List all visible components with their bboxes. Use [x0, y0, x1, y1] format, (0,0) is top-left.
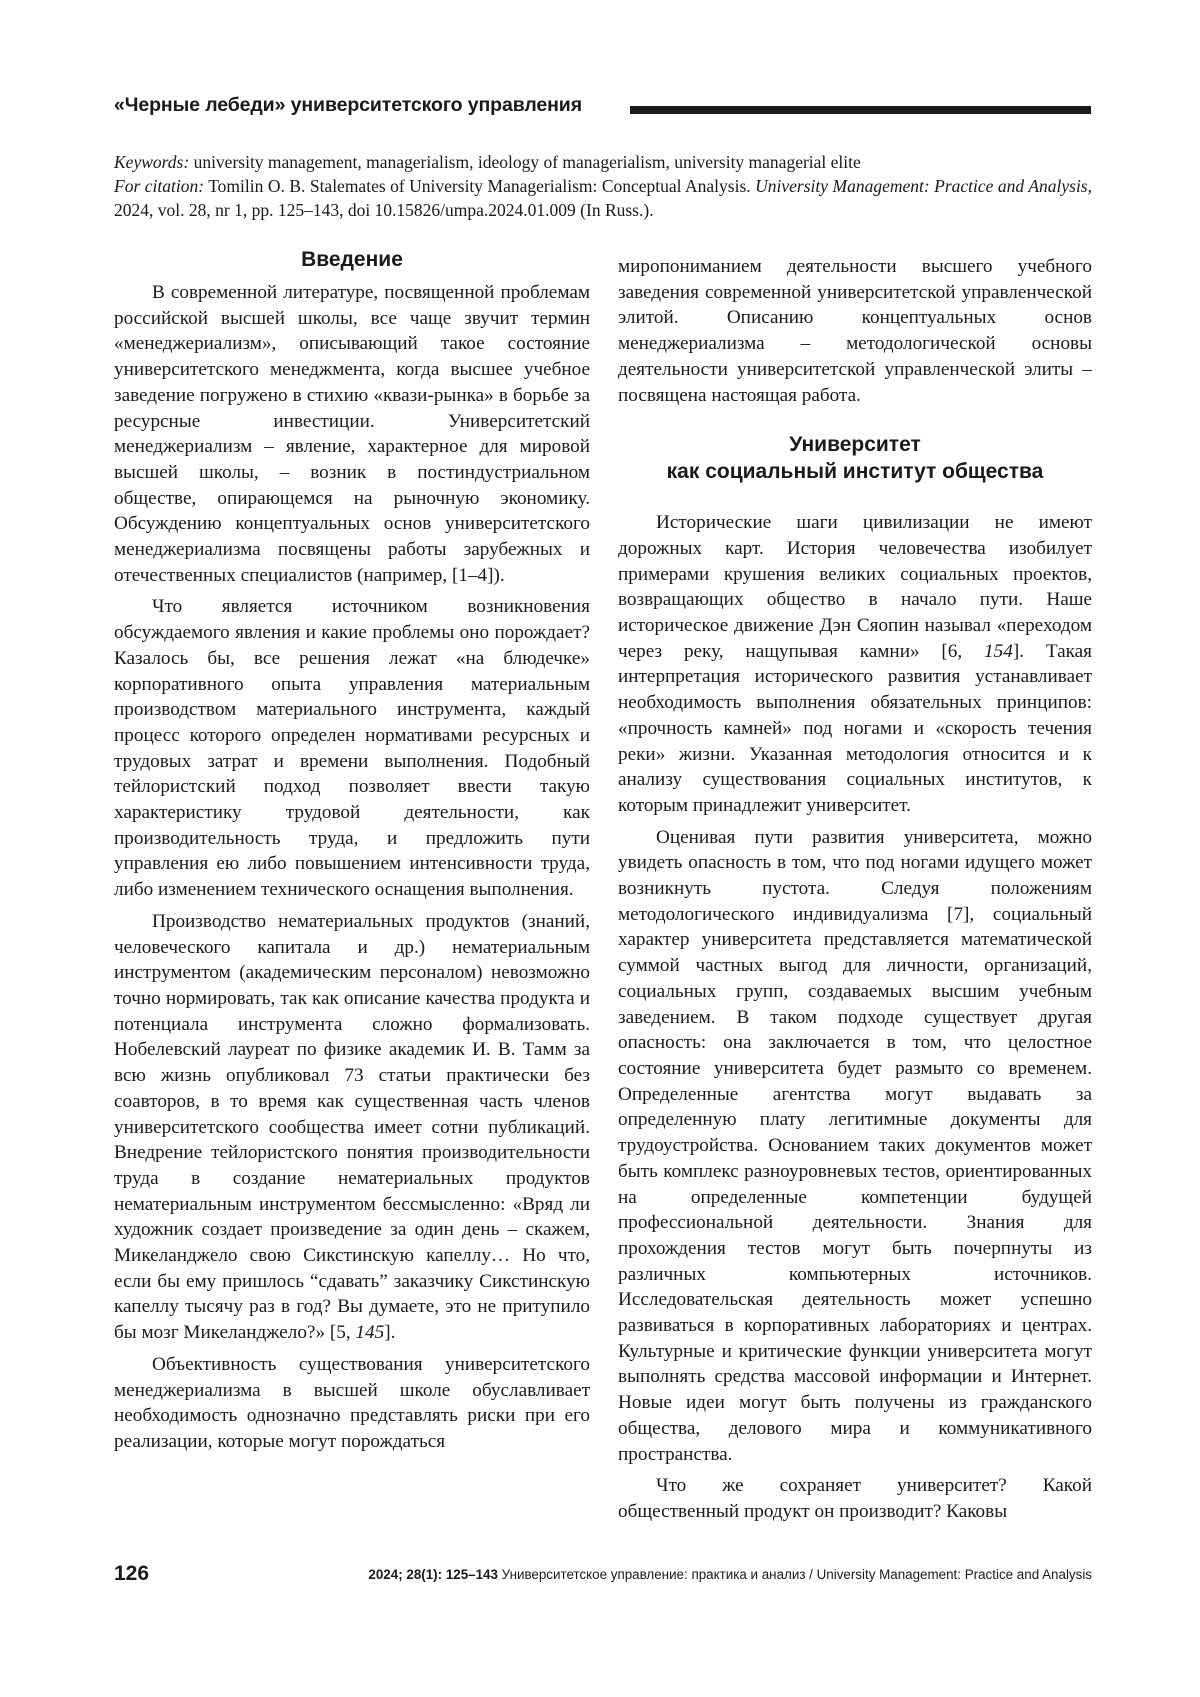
paragraph: Оценивая пути развития университета, можно увидеть опасность в том, что под ногами идущего может возникнуть пустота. Следуя положениям методологического индивидуализма [7], социальный характер университета представляется математической суммой частных выгод для личности, организаций, социальных групп, создаваемых высшим учебным заведением. В таком подходе существует другая опасность: она заключается в том, что целостное состояние университета будет размыто со временем. Определенные агентства могут выдавать за определенную плату легитимные документы для трудоустройства. Основанием таких документов может быть комплекс разноуровневых тестов, ориентированных на определенные компетенции будущей профессиональной деятельности. Знания для прохождения тестов могут быть почерпнуты из различных компьютерных источников. Исследовательская деятельность может успешно развиваться в корпоративных лабораториях и центрах. Культурные и критические функции университета могут выполнять средства массовой информации и Интернет. Новые идеи могут быть получены из гражданского общества, делового мира и коммуникативного пространства.: [618, 826, 1092, 1465]
paragraph-continuation: миропониманием деятельности высшего учебного заведения современной университетской управленческой элитой. Описанию концептуальных основ менеджериализма – методологической основы деятельности университетской управленческой элиты – посвящена настоящая работа.: [618, 256, 1092, 406]
section-heading-introduction: Введение: [301, 248, 403, 271]
keywords: [114, 150, 1092, 174]
left-column: [114, 248, 590, 1455]
paragraph: [618, 510, 1092, 818]
running-title: «Черные лебеди» университетского управления: [114, 94, 582, 116]
footer-issue: 2024; 28(1): 125–143: [368, 1567, 498, 1582]
keywords-label: Keywords:: [114, 152, 190, 172]
citation-page: 145: [355, 1322, 385, 1344]
section-heading-university: [618, 431, 1092, 485]
heading-line: как социальный институт общества: [666, 460, 1044, 484]
header-rule: [630, 106, 1091, 114]
citation-text: Tomilin O. B. Stalemates of University Managerialism: Conceptual Analysis.: [204, 176, 756, 196]
right-column: [618, 254, 1092, 1525]
footer-citation: [368, 1567, 1092, 1582]
paragraph-text: Производство нематериальных продуктов (знаний, человеческого капитала и др.) нематериальным инструментом (академическим персоналом) невозможно точно нормировать, так как описание качества продукта и потенциала инструмента сложно формализовать. Нобелевский лауреат по физике академик И. В. Тамм за всю жизнь опубликовал 73 статьи практически без соавторов, в то время как существенная часть членов университетского сообщества имеет сотни публикаций. Внедрение тейлористского понятия производительности труда в создание нематериальных продуктов нематериальным инструментом бессмысленно: «Вряд ли художник создает произведение за один день – скажем, Микеланджело свою Сикстинскую капеллу… Но что, если бы ему пришлось “сдавать” заказчику Сикстинскую капеллу тысячу раз в год? Вы думаете, это не притупило бы мозг Микеланджело?» [5,: [114, 910, 590, 1344]
page-footer: [114, 1562, 1092, 1588]
paragraph: В современной литературе, посвященной проблемам российской высшей школы, все чаще звучит термин «менеджериализм», описывающий такое состояние университетского менеджмента, когда высшее учебное заведение погружено в стихию «квази-рынка» в борьбе за ресурсные инвестиции. Университетский менеджериализм – явление, характерное для мировой высшей школы, – возник в постиндустриальном обществе, опирающемся на рыночную экономику. Обсуждению концептуальных основ университетского менеджериализма посвящены работы зарубежных и отечественных специалистов (например, [1–4]).: [114, 282, 590, 586]
citation: [114, 174, 1092, 222]
paragraph: Что является источником возникновения обсуждаемого явления и какие проблемы оно порождает? Казалось бы, все решения лежат «на блюдечке» корпоративного опыта управления материальным производством материального инструмента, каждый процесс которого определен нормативами ресурсных и трудовых затрат и времени выполнения. Подобный тейлористский подход позволяет ввести такую характеристику трудовой деятельности, как производительность труда, и предложить пути управления ею либо повышением интенсивности труда, либо изменением технического оснащения выполнения.: [114, 596, 590, 901]
paragraph-text-end: ]. Такая интерпретация исторического развития устанавливает необходимость выполнения обязательных принципов: «прочность камней» под ногами и «скорость течения реки» жизни. Указанная методология относится и к анализу существования социальных институтов, к которым принадлежит университет.: [618, 640, 1092, 816]
citation-tail: , 2024, vol. 28, nr 1, pp. 125–143, doi 10.15826/umpa.2024.01.009 (In Russ.).: [114, 176, 1092, 220]
keywords-text: university management, managerialism, ideology of managerialism, university managerial elite: [189, 152, 861, 172]
footer-journal: Университетское управление: практика и анализ / University Management: Practice and Analysis: [497, 1567, 1092, 1582]
paragraph-text: Исторические шаги цивилизации не имеют дорожных карт. История человечества изобилует примерами крушения великих социальных проектов, возвращающих общество в начало пути. Наше историческое движение Дэн Сяопин называл «переходом через реку, нащупывая камни» [6,: [618, 512, 1092, 662]
heading-line: Университет: [789, 433, 921, 457]
running-header: [114, 94, 1091, 118]
paragraph: Объективность существования университетского менеджериализма в высшей школе обуславливает необходимость однозначно представлять риски при его реализации, которые могут порождаться: [114, 1353, 590, 1452]
citation-journal: University Management: Practice and Analysis: [755, 176, 1088, 196]
front-matter: [114, 150, 1092, 222]
paragraph-text-end: ].: [384, 1322, 396, 1344]
citation-label: For citation:: [114, 176, 205, 196]
citation-page: 154: [984, 640, 1013, 662]
paragraph: [114, 909, 590, 1346]
paragraph: Что же сохраняет университет? Какой общественный продукт он производит? Каковы: [618, 1475, 1092, 1522]
page-number: 126: [114, 1562, 150, 1585]
